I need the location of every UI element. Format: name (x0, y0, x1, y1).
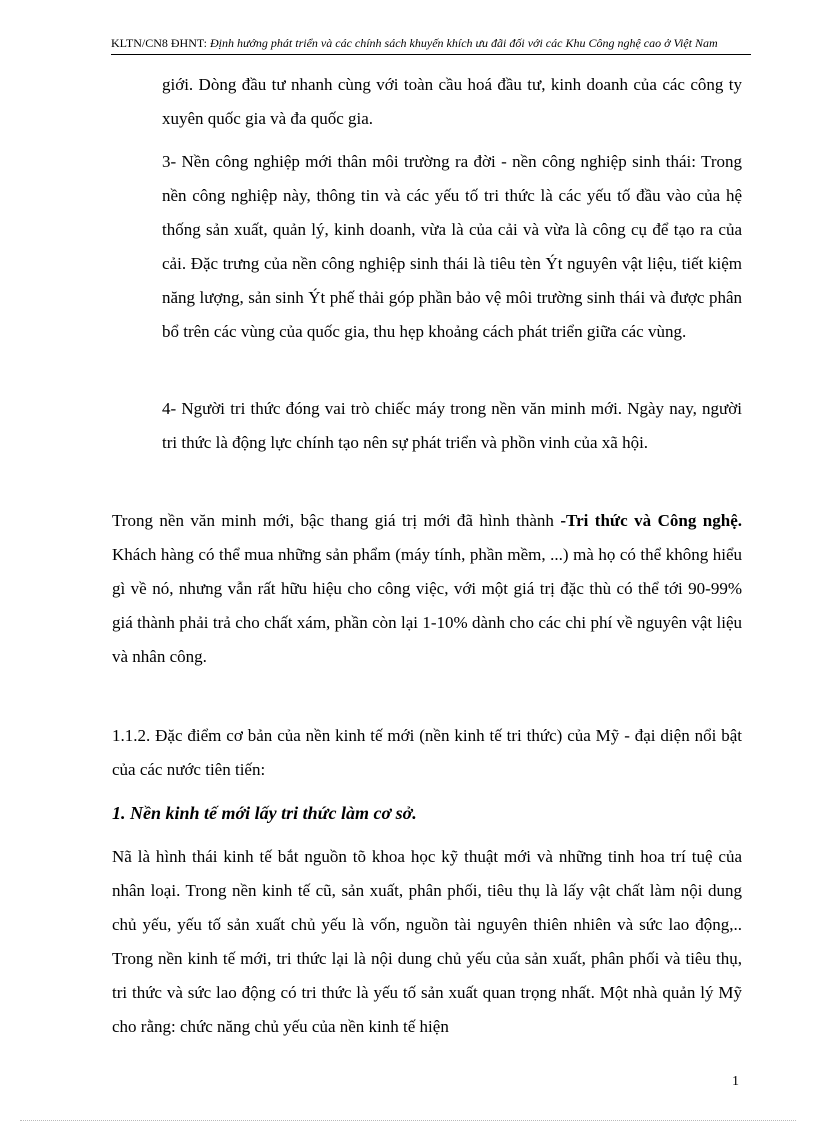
paragraph-new-economy: Nã là hình thái kinh tế bắt nguồn tõ khoa học kỹ thuật mới và những tinh hoa trí tuệ của nhân loại. Trong nền kinh tế cũ, sản xuất, phân phối, tiêu thụ là lấy vật chất làm nội dung chủ yếu, yếu tố sản xuất chủ yếu là vốn, nguồn tài nguyên thiên nhiên và sức lao động,.. Trong nền kinh tế mới, tri thức lại là nội dung chủ yếu của sản xuất, phân phối và tiêu thụ, tri thức và sức lao động có tri thức là yếu tố sản xuất quan trọng nhất. Một nhà quản lý Mỹ cho rằng: chức năng chủ yếu của nền kinh tế hiện (112, 847, 742, 1036)
civilization-text-start: Trong nền văn minh mới, bậc thang giá trị mới đã hình thành (112, 511, 561, 530)
civilization-text-end: Khách hàng có thể mua những sản phẩm (máy tính, phần mềm, ...) mà họ có thể không hiểu gì về nó, nhưng vẫn rất hữu hiệu cho công việc, với một giá trị đặc thù có thể tới 90-99% giá thành phải trả cho chất xám, phần còn lại 1-10% dành cho các chi phí về nguyên vật liệu và nhân công. (112, 545, 742, 666)
paragraph-civilization (112, 504, 742, 674)
paragraph-continued: giới. Dòng đầu tư nhanh cùng với toàn cầu hoá đầu tư, kinh doanh của các công ty xuyên quốc gia và đa quốc gia. (162, 75, 742, 128)
paragraph-item-4: 4- Người tri thức đóng vai trò chiếc máy trong nền văn minh mới. Ngày nay, người tri thức là động lực chính tạo nên sự phát triển và phồn vinh của xã hội. (162, 399, 742, 452)
paragraph-item-3: 3- Nền công nghiệp mới thân môi trường ra đời - nền công nghiệp sinh thái: Trong nền công nghiệp này, thông tin và các yếu tố tri thức là các yếu tố đầu vào của hệ thống sản xuất, quản lý, kinh doanh, vừa là của cải và vừa là công cụ để tạo ra của cải. Đặc trưng của nền công nghiệp sinh thái là tiêu tèn Ýt nguyên vật liệu, tiết kiệm năng lượng, sản sinh Ýt phế thải góp phần bảo vệ môi trường sinh thái và được phân bổ trên các vùng của quốc gia, thu hẹp khoảng cách phát triển giữa các vùng. (162, 152, 742, 341)
civilization-text-bold: -Tri thức và Công nghệ. (560, 511, 742, 530)
page-header (111, 34, 751, 55)
header-code: KLTN/CN8 ĐHNT: (111, 36, 210, 50)
section-title-1-1-2: 1.1.2. Đặc điểm cơ bản của nền kinh tế mới (nền kinh tế tri thức) của Mỹ - đại diện nổi bật của các nước tiên tiến: (112, 726, 742, 779)
page-number: 1 (732, 1074, 739, 1089)
footer-divider (20, 1120, 796, 1121)
header-title: Định hướng phát triển và các chính sách khuyến khích ưu đãi đối với các Khu Công nghệ cao ở Việt Nam (209, 36, 718, 50)
subheading-1: 1. Nền kinh tế mới lấy tri thức làm cơ sở. (112, 803, 417, 823)
